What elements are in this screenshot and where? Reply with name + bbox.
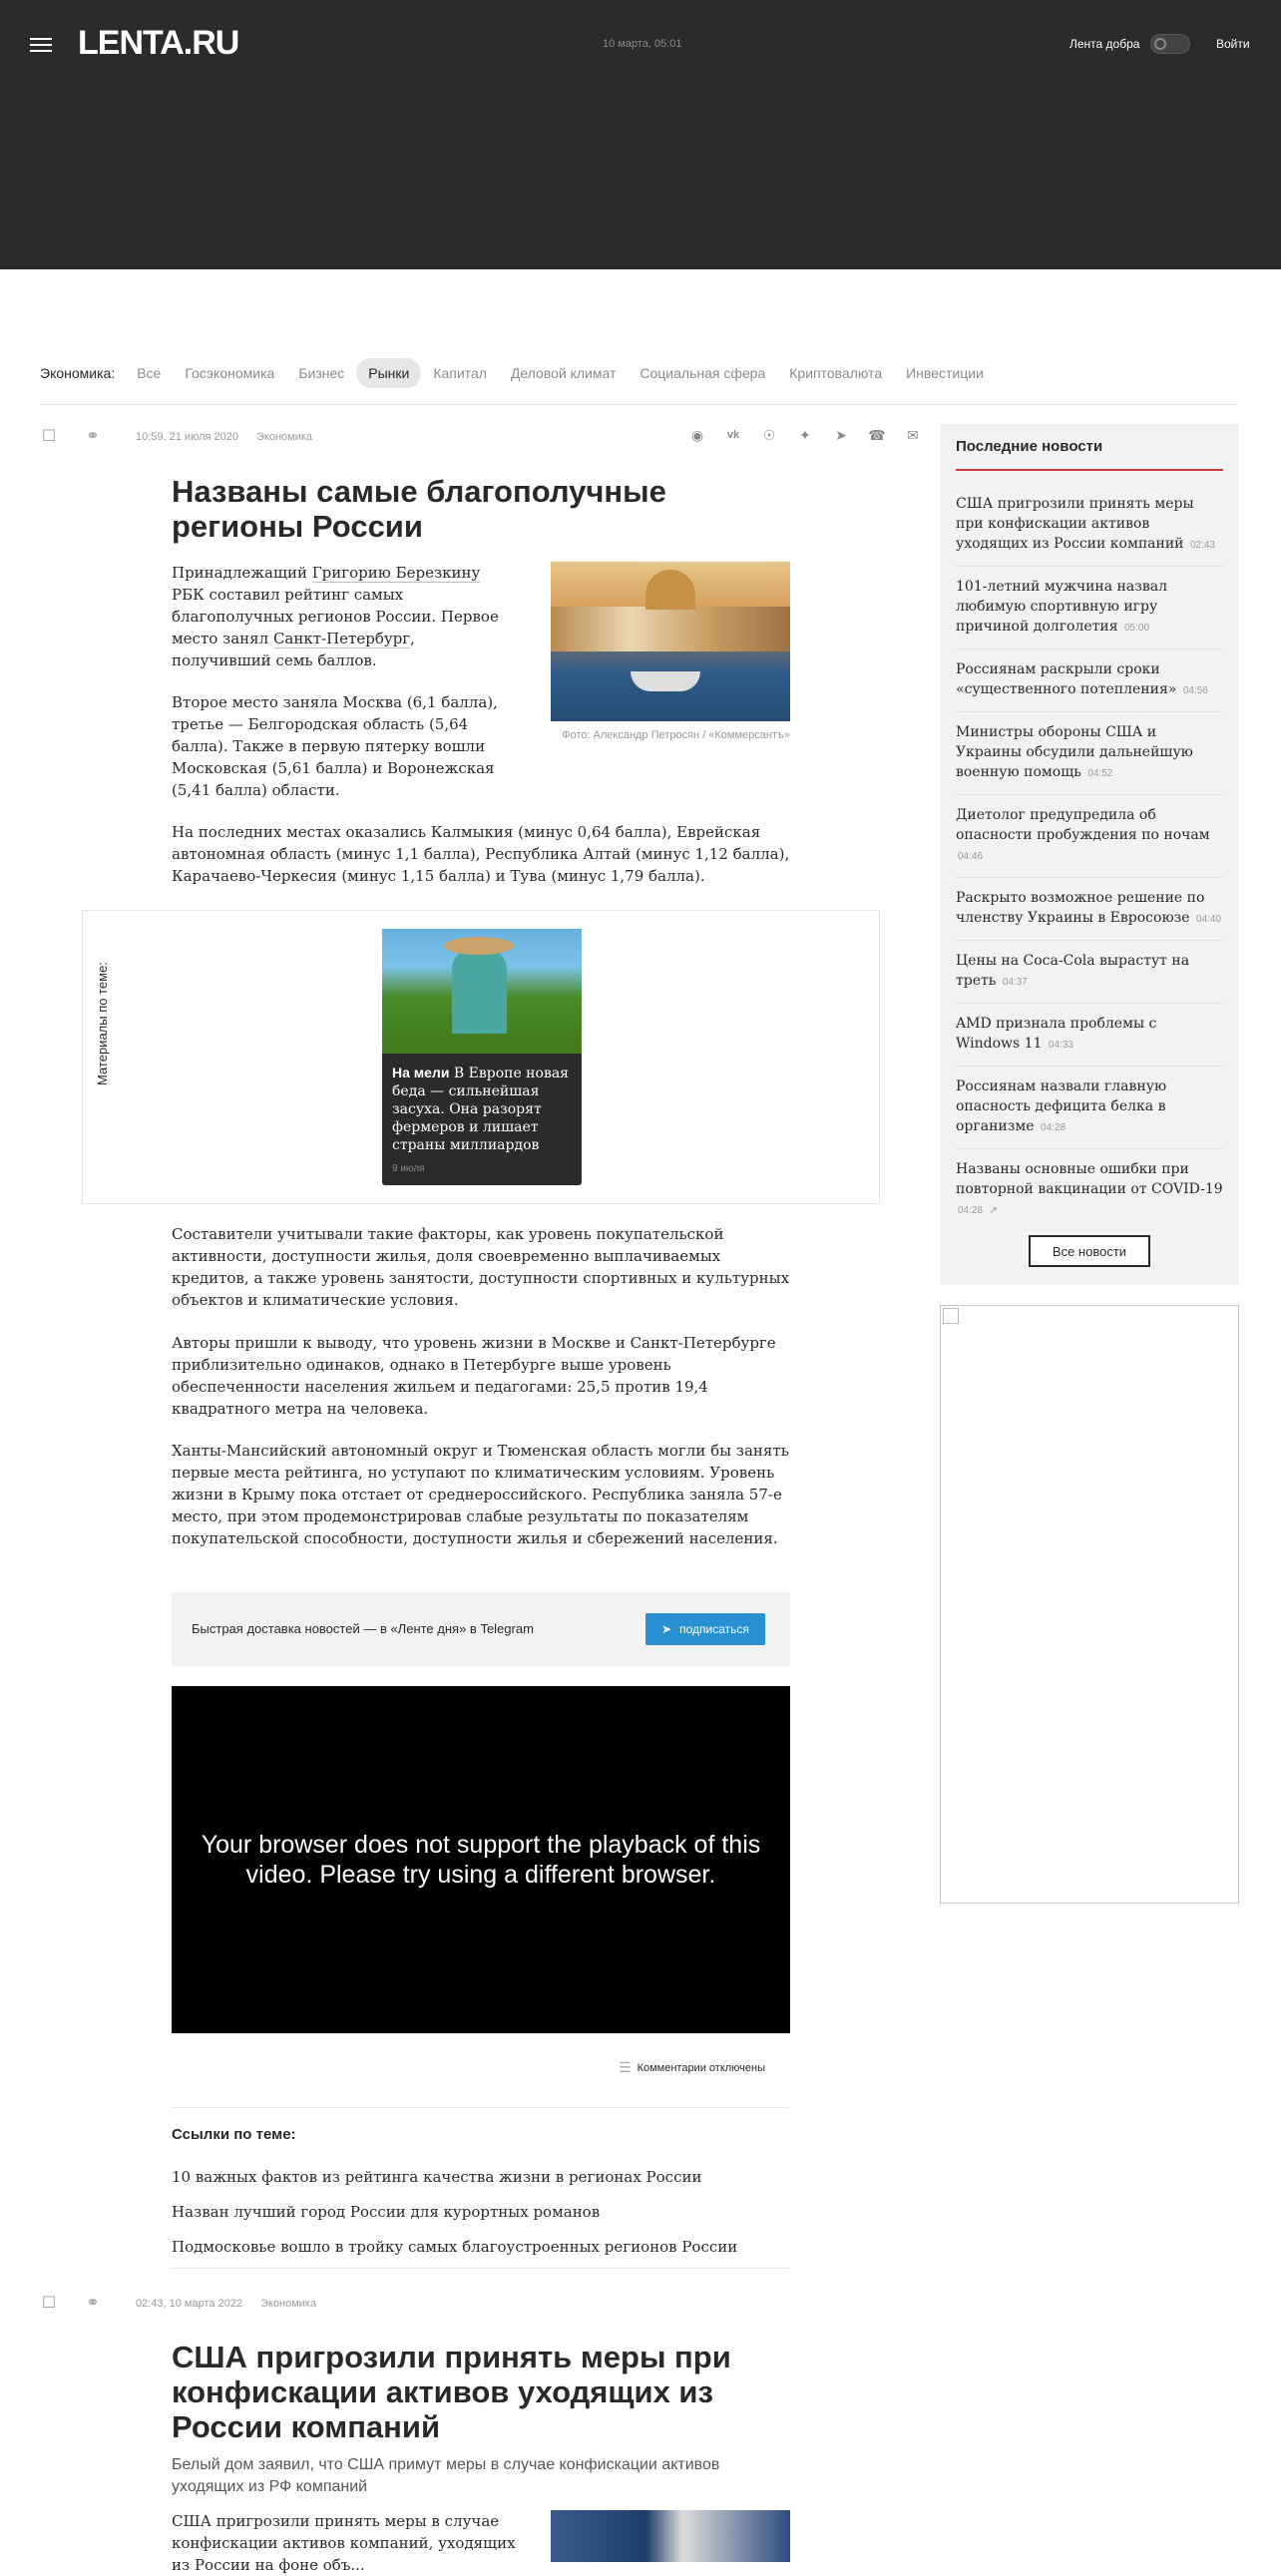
article-paragraph: На последних местах оказались Калмыкия (минус 0,64 балла), Еврейская автономная область (минус 1,1 балла), Республика Алтай (минус 1,12 балла), Карачаево-Черкесия (минус 1,15 балла) и Тува (минус 1,79 балла).	[172, 823, 790, 885]
text-fragment: , получивший семь баллов.	[172, 630, 415, 669]
good-news-toggle[interactable]	[1150, 34, 1190, 54]
news-item[interactable]: Диетолог предупредила об опасности пробуждения по ночам 04:46	[956, 795, 1223, 878]
logo[interactable]: LENTA.RU	[78, 24, 239, 62]
latest-news-sidebar	[940, 424, 1239, 1285]
bookmark-icon[interactable]: ☐	[41, 428, 57, 445]
article-title: США пригрозили принять меры при конфискации активов уходящих из России компаний	[172, 2340, 731, 2444]
related-link[interactable]: 10 важных фактов из рейтинга качества жизни в регионах России	[172, 2168, 702, 2186]
article-meta	[40, 2294, 898, 2314]
related-card-date: 9 июля	[392, 1163, 425, 1174]
article-paragraph: Авторы пришли к выводу, что уровень жизни в Москве и Санкт-Петербурге приблизительно одинаков, однако в Петербурге выше уровень обеспеченности населения жильем и педагогами: 25,5 против 19,4 квадратного метра на человека.	[172, 1334, 776, 1418]
news-item[interactable]: Цены на Coca-Cola вырастут на треть 04:37	[956, 941, 1223, 1004]
news-item[interactable]: Названы основные ошибки при повторной вакцинации от COVID-19 04:28 ↗	[956, 1161, 1223, 1216]
text-fragment: РБК составил рейтинг самых благополучных регионов России. Первое место занял	[172, 586, 499, 647]
article-rubric[interactable]: Экономика	[256, 431, 313, 443]
rubric-item[interactable]: Социальная сфера	[640, 365, 766, 381]
twitter-icon[interactable]: ✦	[799, 427, 811, 443]
rubric-item[interactable]: Все	[137, 365, 162, 381]
good-news-label: Лента добра	[1069, 37, 1140, 51]
telegram-icon: ➤	[661, 1622, 672, 1636]
related-card-image	[382, 929, 582, 1054]
article-time: 02:43, 10 марта 2022	[136, 2298, 243, 2310]
share-buttons	[688, 426, 940, 444]
article-lead: Белый дом заявил, что США примут меры в случае конфискации активов уходящих из РФ компаний	[172, 2456, 720, 2495]
telegram-promo-text: Быстрая доставка новостей — в «Ленте дня» в Telegram	[192, 1621, 534, 1636]
comment-icon: ☰	[619, 2059, 632, 2075]
vk-icon[interactable]: vk	[726, 429, 740, 441]
rubric-item[interactable]: Госэкономика	[185, 365, 275, 381]
divider	[172, 2107, 790, 2108]
menu-icon[interactable]	[30, 38, 52, 52]
person-link[interactable]: Григорию Березкину	[311, 564, 481, 582]
article-paragraph: Второе место заняла Москва (6,1 балла), третье — Белгородская область (5,64 балла). Также в первую пятерку вошли Московская (5,61 балла) и Воронежская (5,41 балла) области.	[172, 693, 498, 799]
article-paragraph: Составители учитывали такие факторы, как уровень покупательской активности, доступности жилья, доля своевременно выплачиваемых кредитов, а также уровень занятости, доступности спортивных и культурных объектов и климатические условия.	[172, 1225, 790, 1309]
news-item[interactable]: Россиянам раскрыли сроки «существенного потепления» 04:56	[956, 649, 1223, 712]
telegram-icon[interactable]: ➤	[835, 427, 847, 443]
rubric-item[interactable]: Бизнес	[298, 365, 345, 381]
news-list	[956, 484, 1223, 1231]
rubric-item[interactable]: Криптовалюта	[789, 365, 883, 381]
external-link-icon: ↗	[989, 1205, 998, 1216]
sidebar-title: Последние новости	[956, 438, 1223, 471]
news-item[interactable]: США пригрозили принять меры при конфискации активов уходящих из России компаний 02:43	[956, 484, 1223, 567]
related-materials	[82, 910, 880, 1204]
news-item[interactable]: Министры обороны США и Украины обсудили дальнейшую военную помощь 04:52	[956, 712, 1223, 795]
comments-status: ☰ Комментарии отключены	[619, 2059, 766, 2075]
article-paragraph: США пригрозили принять меры в случае конфискации активов компаний, уходящих из России на фоне объ...	[172, 2512, 516, 2574]
related-card[interactable]	[382, 929, 582, 1185]
rubrics-label: Экономика:	[40, 365, 116, 381]
news-item[interactable]: 101-летний мужчина назвал любимую спортивную игру причиной долголетия 05:00	[956, 567, 1223, 649]
mail-icon[interactable]: ✉	[907, 427, 919, 443]
rubric-item-active[interactable]: Рынки	[356, 358, 421, 388]
broken-image-icon	[943, 1308, 959, 1324]
rubrics-nav	[40, 358, 1237, 405]
article-paragraph: Ханты-Мансийский автономный округ и Тюменская область могли бы занять первые места рейтинга, но уступают по климатическим условиям. Уровень жизни в Крыму пока отстает от среднероссийского. Республика заняла 57-е место, при этом продемонстрировав слабые результаты по показателям покупательской способности, доступности жилья и сбережений населения.	[172, 1442, 789, 1547]
related-links	[172, 2160, 790, 2265]
article-photo[interactable]	[551, 562, 790, 721]
news-item[interactable]: Раскрыто возможное решение по членству Украины в Евросоюзе 04:40	[956, 878, 1223, 941]
article-title: Названы самые благополучные регионы России	[172, 474, 666, 544]
article-rubric[interactable]: Экономика	[260, 2298, 317, 2310]
whatsapp-icon[interactable]: ☎	[868, 427, 886, 443]
article-photo[interactable]	[551, 2510, 790, 2562]
city-link[interactable]: Санкт-Петербург	[272, 630, 411, 647]
photo-credit: Фото: Александр Петросян / «Коммерсантъ»	[562, 729, 790, 741]
article-time: 10:59, 21 июля 2020	[136, 431, 238, 443]
all-news-button[interactable]: Все новости	[1029, 1235, 1150, 1267]
header-date: 10 марта, 05:01	[603, 38, 682, 50]
facebook-icon[interactable]: ◉	[690, 427, 704, 443]
subscribe-button[interactable]: ➤ подписаться	[645, 1613, 765, 1645]
divider	[172, 2268, 790, 2269]
text-fragment: Принадлежащий	[172, 564, 312, 582]
video-message: Your browser does not support the playback of this video. Please try using a different browser.	[201, 1831, 761, 1889]
related-label: Материалы по теме:	[95, 962, 110, 1085]
related-link[interactable]: Подмосковье вошло в тройку самых благоустроенных регионов России	[172, 2238, 738, 2256]
video-player[interactable]	[172, 1686, 790, 2033]
header	[0, 0, 1281, 269]
headphones-icon[interactable]: ⚭	[86, 428, 100, 445]
related-card-text: На мели В Европе новая беда — сильнейшая засуха. Она разорят фермеров и лишает страны миллиардов	[392, 1065, 570, 1153]
bookmark-icon[interactable]: ☐	[41, 2295, 57, 2312]
article-paragraph	[172, 562, 516, 671]
headphones-icon[interactable]: ⚭	[86, 2295, 100, 2312]
news-item[interactable]: Россиянам назвали главную опасность дефицита белка в организме 04:28	[956, 1067, 1223, 1149]
login-link[interactable]: Войти	[1216, 37, 1250, 51]
ad-placeholder[interactable]	[940, 1305, 1239, 1904]
links-title: Ссылки по теме:	[172, 2126, 296, 2143]
rubric-item[interactable]: Деловой климат	[510, 365, 617, 381]
telegram-promo	[172, 1592, 790, 1666]
rubric-item[interactable]: Капитал	[433, 365, 487, 381]
rubric-item[interactable]: Инвестиции	[906, 365, 984, 381]
related-link[interactable]: Назван лучший город России для курортных романов	[172, 2203, 601, 2221]
news-item[interactable]: AMD признала проблемы с Windows 11 04:33	[956, 1004, 1223, 1067]
ok-icon[interactable]: ☉	[762, 427, 776, 443]
